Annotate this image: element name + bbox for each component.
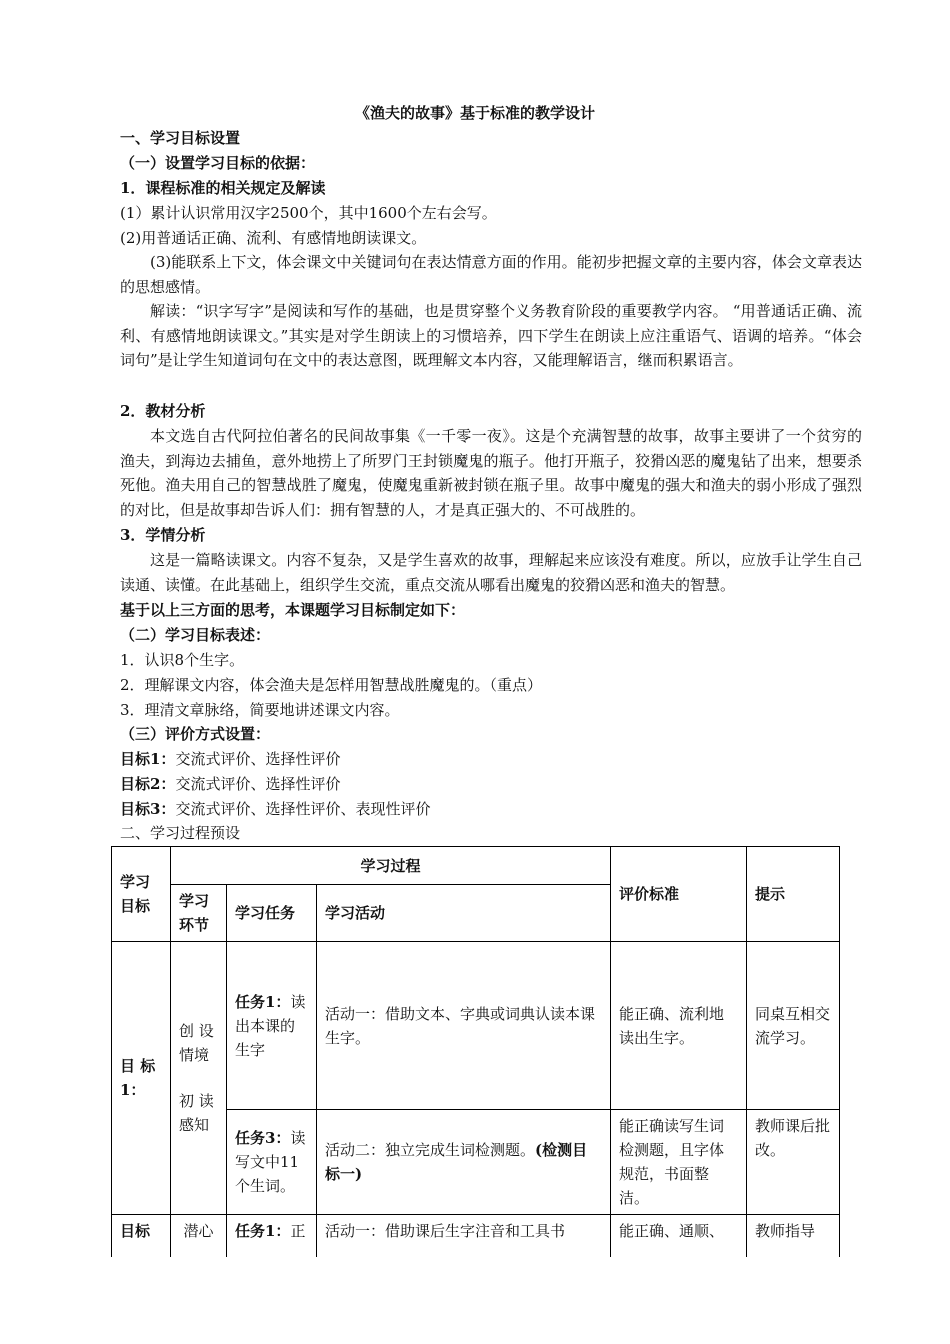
criteria-cell-1: 能正确、流利地读出生字。 — [611, 942, 747, 1110]
evaluation-goal-3-text: 交流式评价、选择性评价、表现性评价 — [175, 800, 431, 818]
subheading-goal-statement: （二）学习目标表述： — [120, 626, 271, 644]
hint-cell-1: 同桌互相交流学习。 — [747, 942, 840, 1110]
task-3-text: 读写文中11个生词。 — [235, 1129, 306, 1195]
evaluation-goal-1 — [120, 747, 340, 772]
material-analysis-text: 本文选自古代阿拉伯著名的民间故事集《一千零一夜》。这是个充满智慧的故事，故事主要讲了一个贫穷的渔夫，到海边去捕鱼，意外地捞上了所罗门王封锁魔鬼的瓶子。他打开瓶子，狡猾凶恶的魔鬼钻了出来，想要杀死他。渔夫用自己的智慧战胜了魔鬼，使魔鬼重新被封锁在瓶子里。故事中魔鬼的强大和渔夫的弱小形成了强烈的对比，但是故事却告诉人们：拥有智慧的人，才是真正强大的、不可战胜的。 — [120, 427, 862, 519]
evaluation-goal-2-text: 交流式评价、选择性评价 — [175, 775, 341, 793]
document-title: 《渔夫的故事》基于标准的教学设计 — [354, 104, 595, 122]
heading-material-analysis: 2．教材分析 — [120, 402, 206, 420]
evaluation-goal-1-label: 目标1： — [120, 750, 176, 768]
evaluation-goal-2-label: 目标2： — [120, 775, 176, 793]
criteria-cell-2: 能正确读写生词检测题，且字体规范，书面整洁。 — [611, 1110, 747, 1215]
hint-cell-3: 教师指导 — [747, 1215, 840, 1257]
evaluation-goal-2 — [120, 772, 340, 797]
hint-cell-2: 教师课后批改。 — [747, 1110, 840, 1215]
task-next-label: 任务1： — [235, 1222, 291, 1240]
header-learning-goal: 学习目标 — [112, 847, 171, 942]
standard-item-1: (1）累计认识常用汉字2500个，其中1600个左右会写。 — [120, 204, 497, 222]
subheading-basis: （一）设置学习目标的依据： — [120, 154, 316, 172]
standard-item-2: (2)用普通话正确、流利、有感情地朗读课文。 — [120, 229, 427, 247]
task-next-text: 正 — [290, 1222, 306, 1240]
stage-create-context: 创 设 情境 — [179, 1022, 214, 1064]
row-goal-next: 目标 — [112, 1215, 171, 1257]
goal-item-2: 2．理解课文内容，体会渔夫是怎样用智慧战胜魔鬼的。（重点） — [120, 676, 543, 694]
evaluation-goal-3-label: 目标3： — [120, 800, 176, 818]
section-heading-2: 二、学习过程预设 — [120, 824, 241, 842]
heading-curriculum-standard: 1．课程标准的相关规定及解读 — [120, 179, 326, 197]
row-stage-next: 潜心 — [171, 1215, 227, 1257]
header-evaluation-criteria: 评价标准 — [611, 847, 747, 942]
evaluation-goal-3 — [120, 797, 430, 822]
header-learning-task: 学习任务 — [227, 885, 317, 942]
activity-2-check-goal: (检测目标一) — [325, 1141, 588, 1183]
subheading-evaluation: （三）评价方式设置： — [120, 725, 271, 743]
task-cell-2 — [227, 1110, 317, 1215]
header-learning-activity: 学习活动 — [317, 885, 611, 942]
task-cell-3 — [227, 1215, 317, 1257]
section-heading-1: 一、学习目标设置 — [120, 129, 241, 147]
criteria-cell-3: 能正确、通顺、 — [611, 1215, 747, 1257]
header-hint: 提示 — [747, 847, 840, 942]
stage-first-reading: 初 读 感知 — [179, 1092, 214, 1134]
activity-cell-2 — [317, 1110, 611, 1215]
row-goal-1: 目 标 1： — [112, 942, 171, 1215]
standard-interpretation: 解读：“识字写字”是阅读和写作的基础，也是贯穿整个义务教育阶段的重要教学内容。 “用普通话正确、流利、有感情地朗读课文。”其实是对学生朗读上的习惯培养，四下学生在朗读上应注重语气、语调的培养。“体会词句”是让学生知道词句在文中的表达意图，既理解文本内容，又能理解语言，继而积累语言。 — [120, 302, 862, 370]
row-stage-1 — [171, 942, 227, 1215]
task-cell-1 — [227, 942, 317, 1110]
activity-cell-3: 活动一：借助课后生字注音和工具书 — [317, 1215, 611, 1257]
learner-analysis-text: 这是一篇略读课文。内容不复杂，又是学生喜欢的故事，理解起来应该没有难度。所以，应放手让学生自己读通、读懂。在此基础上，组织学生交流，重点交流从哪看出魔鬼的狡猾凶恶和渔夫的智慧。 — [120, 551, 862, 594]
task-1-text: 读出本课的生字 — [235, 992, 306, 1059]
evaluation-goal-1-text: 交流式评价、选择性评价 — [175, 750, 341, 768]
header-learning-stage: 学习环节 — [171, 885, 227, 942]
task-1-label: 任务1： — [235, 992, 291, 1011]
heading-learner-analysis: 3．学情分析 — [120, 526, 206, 544]
goal-item-1: 1．认识8个生字。 — [120, 651, 245, 669]
summary-statement: 基于以上三方面的思考，本课题学习目标制定如下： — [120, 601, 466, 619]
learning-process-table — [111, 846, 840, 1257]
header-learning-process: 学习过程 — [171, 847, 611, 885]
standard-item-3: (3)能联系上下文，体会课文中关键词句在表达情意方面的作用。能初步把握文章的主要内容，体会文章表达的思想感情。 — [120, 253, 862, 296]
activity-cell-1: 活动一：借助文本、字典或词典认读本课生字。 — [317, 942, 611, 1110]
activity-2-text: 活动二：独立完成生词检测题。 — [325, 1141, 536, 1159]
task-3-label: 任务3： — [235, 1129, 291, 1147]
goal-item-3: 3．理清文章脉络，简要地讲述课文内容。 — [120, 701, 400, 719]
